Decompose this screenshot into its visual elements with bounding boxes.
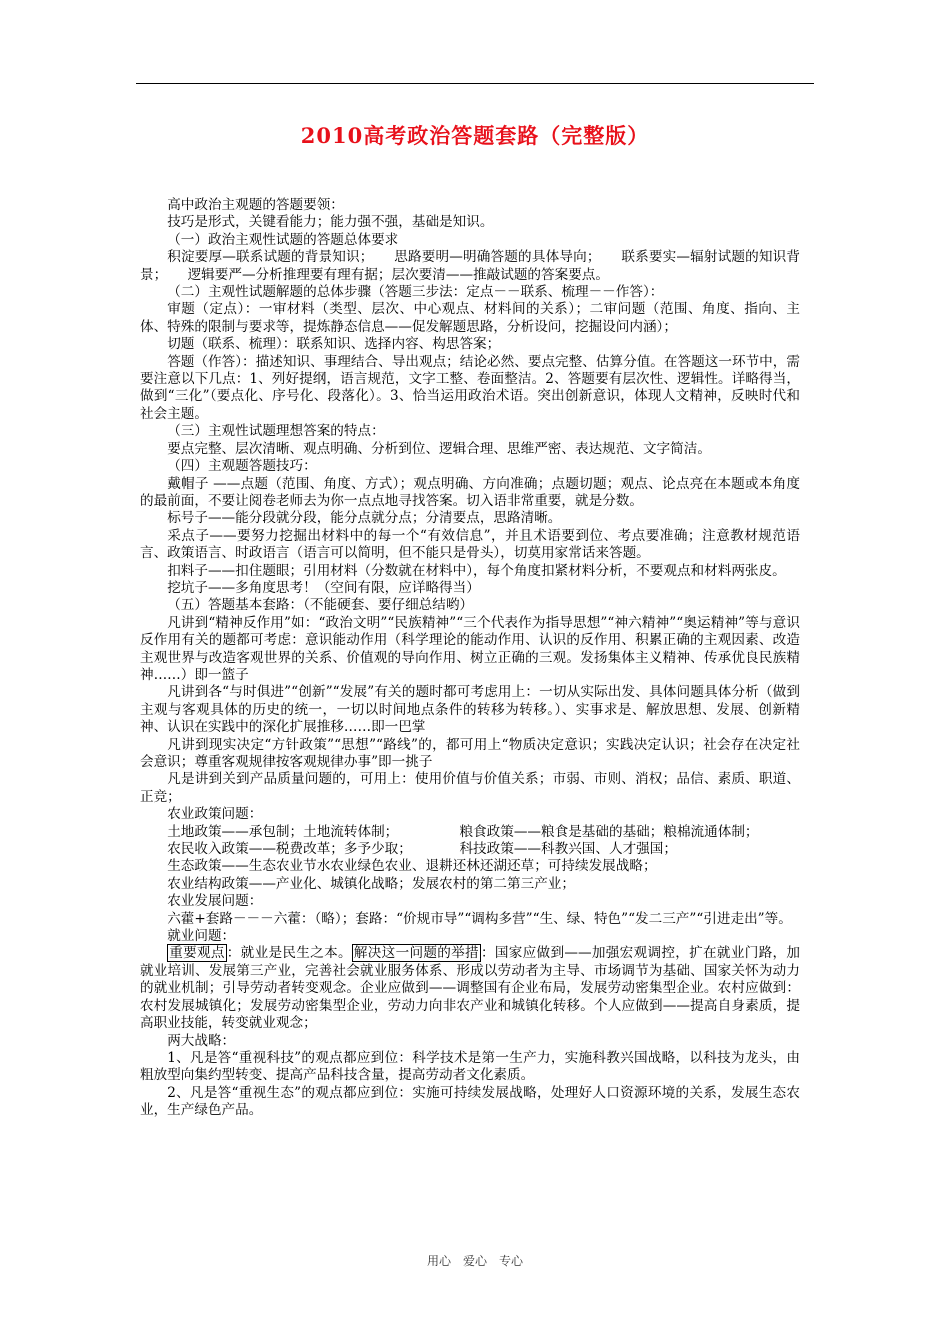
page-title: 2010高考政治答题套路（完整版） <box>300 123 650 148</box>
paragraph: 生态政策——生态农业节水农业绿色农业、退耕还林还湖还草；可持续发展战略； <box>167 858 657 875</box>
paragraph: 戴帽子 ——点题（范围、角度、方式）；观点明确、方向准确；点题切题；观点、论点亮在本题或本角度的最前面，不要让阅卷老师去为你一点点地寻找答案。切入语非常重要，就是分数。 <box>140 475 800 509</box>
paragraph: 凡是讲到关到产品质量问题的，可用上：使用价值与价值关系；市弱、市则、消权；品信、素质、职道、正竞； <box>140 771 800 805</box>
paragraph: 土地政策——承包制；土地流转体制； 粮食政策——粮食是基础的基础；粮棉流通体制； <box>167 823 759 840</box>
page-footer: 用心 爱心 专心 <box>426 1254 523 1268</box>
paragraph: 积淀要厚—联系试题的背景知识； 思路要明—明确答题的具体导向； 联系要实—辐射试题的知识背景； 逻辑要严—分析推理要有理有据；层次要清——推敲试题的答案要点。 <box>140 249 800 283</box>
paragraph: 高中政治主观题的答题要领： <box>167 197 344 213</box>
key-view-text: ：就业是民生之本。 <box>226 945 352 962</box>
paragraph: 农民收入政策——税费改革；多予少取； 科技政策——科教兴国、人才强国； <box>167 841 677 858</box>
header-rule <box>136 83 814 84</box>
paragraph: 就业问题： <box>167 928 236 945</box>
paragraph: 标号子——能分段就分段，能分点就分点；分清要点，思路清晰。 <box>167 510 562 527</box>
paragraph: （一）政治主观性试题的答题总体要求 <box>167 231 399 248</box>
document-body <box>140 197 800 1120</box>
measures-text: ：国家应做到——加强宏观调控，扩在就业门路，加就业培训、发展第三产业，完善社会就业服务体系、形成以劳动者为主导、市场调节为基础、国家关怀为动力的就业机制；引导劳动者转变观念。企业应做到——调整国有企业布局，发展劳动密集型企业。农村应做到：农村发展城镇化；发展劳动密集型企业，劳动力向非农产业和城镇化转移。个人应做到——提高自身素质，提高职业技能，转变就业观念； <box>140 945 801 1032</box>
paragraph: 审题（定点）：一审材料（类型、层次、中心观点、材料间的关系）；二审问题（范围、角度、指向、主体、特殊的限制与要求等，提炼静态信息——促发解题思路，分析设问，挖掘设问内涵）； <box>140 301 800 335</box>
paragraph: 凡讲到现实决定“方针政策”“思想”“路线”的，都可用上“物质决定意识；实践决定认识；社会存在决定社会意识；尊重客观规律按客观规律办事”即一挑子 <box>140 736 800 770</box>
paragraph: 2、凡是答“重视生态”的观点都应到位：实施可持续发展战略，处理好人口资源环境的关系，发展生态农业，生产绿色产品。 <box>140 1084 800 1119</box>
paragraph: 凡讲到“精神反作用”如：“政治文明”“民族精神”“三个代表作为指导思想”“神六精神”“奥运精神”等与意识反作用有关的题都可考虑：意识能动作用（科学理论的能动作用、认识的反作用、积累正确的主观因素、改造主观世界与改造客观世界的关系、价值观的导向作用、树立正确的三观。发扬集体主义精神、传承优良民族精神……）即一篮子 <box>140 614 800 683</box>
paragraph: 采点子——要努力挖掘出材料中的每一个“有效信息”，并且术语要到位、考点要准确；注意教材规范语言、政策语言、时政语言（语言可以简明，但不能只是骨头），切莫用家常话来答题。 <box>140 527 800 562</box>
paragraph: 两大战略： <box>167 1032 236 1049</box>
paragraph: 技巧是形式，关键看能力；能力强不强，基础是知识。 <box>167 214 494 231</box>
paragraph: 要点完整、层次清晰、观点明确、分析到位、逻辑合理、思维严密、表达规范、文字简洁。 <box>167 440 711 457</box>
paragraph: （五）答题基本套路：（不能硬套、要仔细总结哟） <box>167 597 474 614</box>
paragraph: 挖坑子——多角度思考！（空间有限，应详略得当） <box>167 579 480 596</box>
paragraph: 1、凡是答“重视科技”的观点都应到位：科学技术是第一生产力，实施科教兴国战略，以科技为龙头，由粗放型向集约型转变、提高产品科技含量，提高劳动者文化素质。 <box>140 1049 800 1084</box>
paragraph: （四）主观题答题技巧： <box>167 458 317 475</box>
paragraph: 凡讲到各“与时俱进”“创新”“发展”有关的题时都可考虑用上：一切从实际出发、具体问题具体分析（做到主观与客观具体的历史的统一，一切以时间地点条件的转移为转移。）、实事求是、解放思想、发展、创新精神、认识在实践中的深化扩展推移……即一巴掌 <box>140 684 800 736</box>
paragraph: 农业结构政策——产业化、城镇化战略；发展农村的第二第三产业； <box>167 875 575 892</box>
paragraph: 答题（作答）：描述知识、事理结合、导出观点；结论必然、要点完整、估算分值。在答题这一环节中，需要注意以下几点：1、列好提纲，语言规范，文字工整、卷面整洁。2、答题要有层次性、逻辑性。详略得当，做到“三化”（要点化、序号化、段落化）。3、恰当运用政治术语。突出创新意识，体现人文精神，反映时代和社会主题。 <box>140 353 800 422</box>
boxed-measures: 解决这一问题的举措 <box>353 945 479 962</box>
boxed-key-view: 重要观点 <box>169 945 225 962</box>
paragraph: 切题（联系、梳理）：联系知识、选择内容、构思答案； <box>167 336 501 353</box>
paragraph: （三）主观性试题理想答案的特点： <box>167 423 385 440</box>
paragraph: 扣料子——扣住题眼；引用材料（分数就在材料中），每个角度扣紧材料分析，不要观点和材料两张皮。 <box>167 562 786 579</box>
paragraph: 农业政策问题： <box>167 806 263 823</box>
paragraph: 六藿+套路－－－六藿：（略）；套路：“价规市导”“调构多营”“生、绿、特色”“发二三产”“引进走出”等。 <box>167 910 792 927</box>
paragraph: 农业发展问题： <box>167 893 263 910</box>
employment-paragraph <box>140 945 800 1032</box>
paragraph: （二）主观性试题解题的总体步骤（答题三步法：定点－－联系、梳理－－作答）： <box>167 284 664 301</box>
